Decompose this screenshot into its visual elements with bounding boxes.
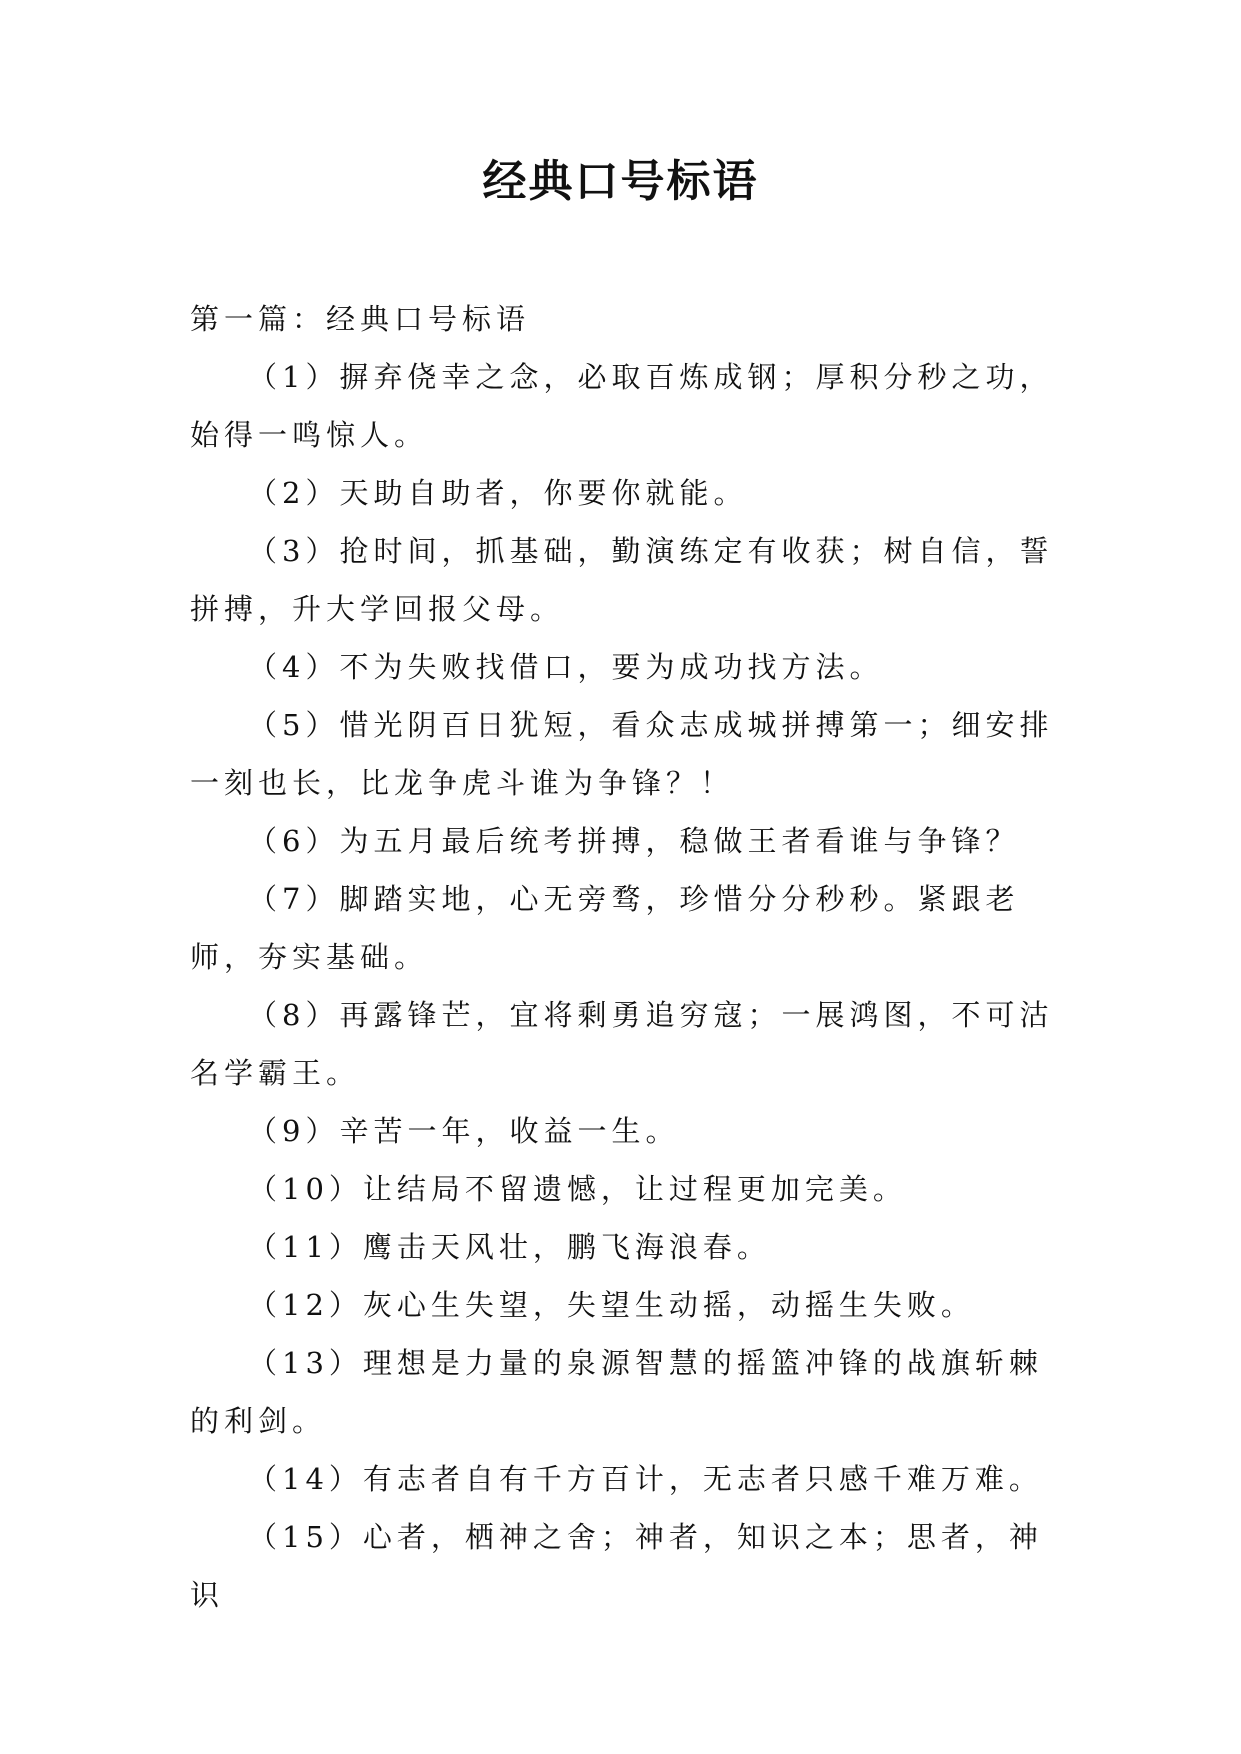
slogan-paragraph: （4）不为失败找借口，要为成功找方法。 <box>248 650 884 684</box>
section-heading: 第一篇：经典口号标语 <box>190 302 531 336</box>
slogan-paragraph: （15）心者，栖神之舍；神者，知识之本；思者，神识 <box>190 1520 1043 1612</box>
slogan-paragraph: （3）抢时间，抓基础，勤演练定有收获；树自信，誓拼搏，升大学回报父母。 <box>190 534 1054 626</box>
slogan-paragraph: （5）惜光阴百日犹短，看众志成城拼搏第一；细安排一刻也长，比龙争虎斗谁为争锋？！ <box>190 708 1054 800</box>
slogan-paragraph: （7）脚踏实地，心无旁骛，珍惜分分秒秒。紧跟老师，夯实基础。 <box>190 882 1020 974</box>
slogan-paragraph: （1）摒弃侥幸之念，必取百炼成钢；厚积分秒之功，始得一鸣惊人。 <box>190 360 1054 452</box>
document-body <box>190 290 1070 1624</box>
slogan-paragraph: （11）鹰击天风壮，鹏飞海浪春。 <box>248 1230 771 1264</box>
document-title: 经典口号标语 <box>482 156 759 207</box>
slogan-paragraph: （10）让结局不留遗憾，让过程更加完美。 <box>248 1172 907 1206</box>
slogan-paragraph: （12）灰心生失望，失望生动摇，动摇生失败。 <box>248 1288 975 1322</box>
slogan-paragraph: （14）有志者自有千方百计，无志者只感千难万难。 <box>248 1462 1043 1496</box>
slogan-paragraph: （13）理想是力量的泉源智慧的摇篮冲锋的战旗斩棘的利剑。 <box>190 1346 1043 1438</box>
slogan-paragraph: （6）为五月最后统考拼搏，稳做王者看谁与争锋？ <box>248 824 1020 858</box>
slogan-paragraph: （9）辛苦一年，收益一生。 <box>248 1114 680 1148</box>
slogan-paragraph: （2）天助自助者，你要你就能。 <box>248 476 748 510</box>
slogan-paragraph: （8）再露锋芒，宜将剩勇追穷寇；一展鸿图，不可沽名学霸王。 <box>190 998 1054 1090</box>
